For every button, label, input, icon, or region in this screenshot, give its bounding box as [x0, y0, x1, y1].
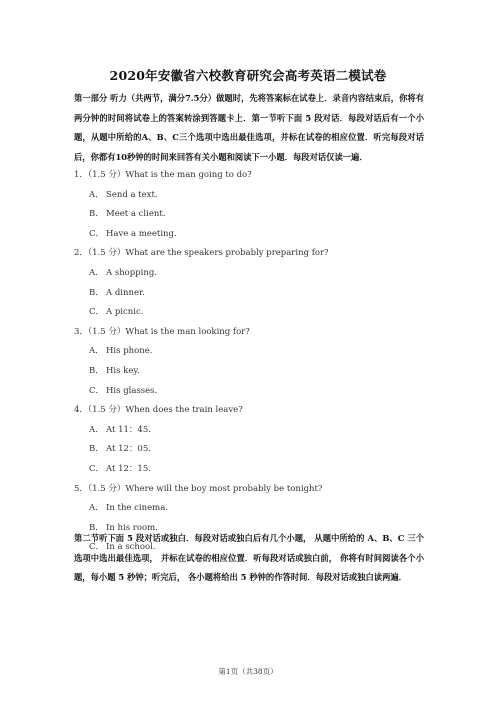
option-letter: C． — [89, 542, 105, 553]
option-text: In a school. — [106, 542, 156, 553]
option-text: At 11：45. — [106, 424, 151, 435]
answer-option — [89, 227, 177, 239]
answer-option — [89, 188, 158, 200]
page-footer: 第1页（共38页） — [218, 667, 278, 676]
answer-option — [89, 501, 168, 513]
answer-option — [89, 384, 157, 396]
option-text: His glasses. — [106, 385, 158, 396]
option-letter: A． — [89, 268, 104, 278]
answer-option — [89, 423, 151, 435]
answer-option — [89, 266, 157, 278]
page-title: 2020年安徽省六校教育研究会高考英语二模试卷 — [109, 68, 387, 83]
option-text: In the cinema. — [106, 503, 168, 514]
section2-instructions: 第二节听下面 5 段对话或独白．每段对话或独白后有几个小题， 从题中所给的 A、B、C 三个选项中选出最佳选项， 并标在试卷的相应位置．听每段对话或独白前， 你将有时间阅读各个小题，每小题 5 秒钟；听完后， 各小题将给出 5 秒钟的作答时间．每段对话或独白读两遍． — [74, 533, 424, 582]
answer-option — [89, 364, 140, 376]
option-text: In his room. — [106, 522, 158, 533]
option-letter: C． — [89, 464, 105, 474]
option-text: A dinner. — [106, 287, 145, 298]
option-text: His phone. — [106, 346, 153, 357]
question-stem: 4．（1.5 分）When does the train leave? — [74, 405, 243, 416]
question-stem: 5．（1.5 分）Where will the boy most probably be tonight? — [74, 483, 323, 494]
section1-instructions: 第一部分 听力（共两节，满分7.5分）做题时，先将答案标在试卷上．录音内容结束后，你将有两分钟的时间将试卷上的答案转涂到答题卡上．第一节听下面 5 段对话．每段对话后有一个小题，从题中所给的A、B、C三个选项中选出最佳选项，并标在试卷的相应位置．听完每段对话后，你都有10秒钟的时间来回答有关小题和阅读下一小题．每段对话仅读一遍． — [74, 93, 424, 162]
option-letter: C． — [89, 385, 105, 396]
option-text: At 12：15. — [106, 464, 151, 474]
option-letter: A． — [89, 424, 104, 435]
option-text: A shopping. — [106, 268, 158, 278]
option-letter: A． — [89, 189, 104, 200]
option-letter: B． — [89, 366, 104, 376]
answer-option — [89, 305, 143, 317]
option-letter: C． — [89, 228, 105, 239]
option-text: Have a meeting. — [106, 228, 177, 239]
option-letter: B． — [89, 522, 104, 533]
option-letter: A． — [89, 503, 104, 514]
answer-option — [89, 286, 145, 298]
question-stem: 1．（1.5 分）What is the man going to do? — [74, 170, 252, 180]
option-letter: B． — [89, 287, 104, 298]
option-text: A picnic. — [106, 307, 144, 318]
option-letter: B． — [89, 209, 104, 220]
answer-option — [89, 207, 165, 219]
answer-option — [89, 442, 151, 454]
option-letter: A． — [89, 346, 104, 357]
answer-option — [89, 462, 151, 474]
option-text: Meet a client. — [106, 209, 166, 220]
option-letter: B． — [89, 444, 104, 455]
option-text: Send a text. — [106, 189, 158, 200]
option-text: At 12：05. — [106, 444, 151, 455]
question-stem: 3．（1.5 分）What is the man looking for? — [74, 326, 250, 337]
answer-option — [89, 344, 152, 356]
option-text: His key. — [106, 366, 140, 376]
question-stem: 2．（1.5 分）What are the speakers probably preparing for? — [74, 248, 329, 259]
option-letter: C． — [89, 307, 105, 318]
